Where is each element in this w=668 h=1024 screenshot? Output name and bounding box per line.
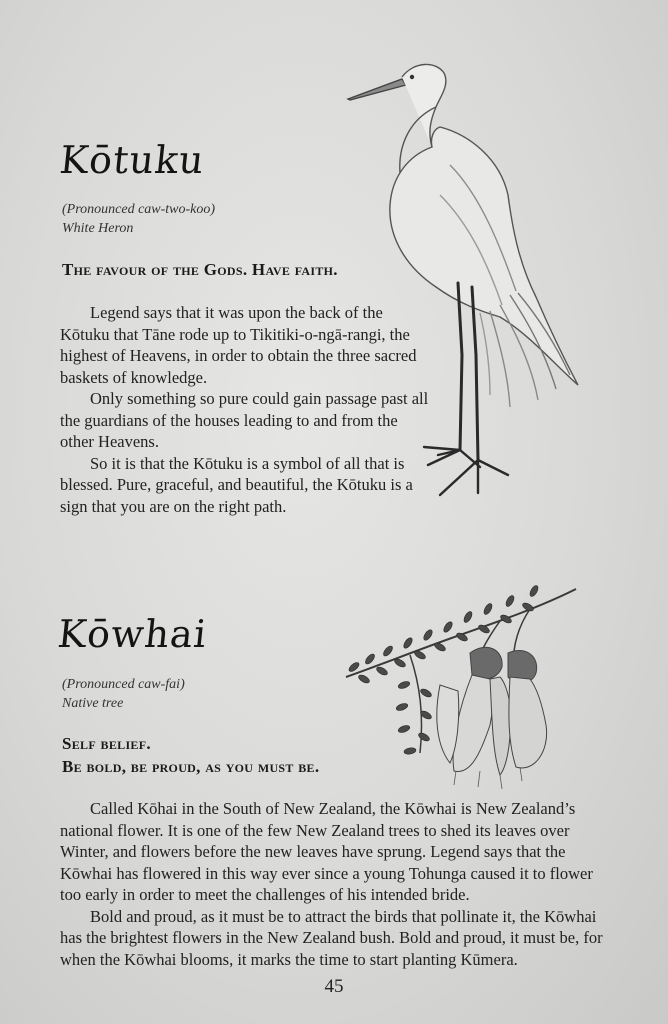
motto-line: Self belief. [62,734,151,753]
white-heron-illustration [340,55,590,510]
paragraph: So it is that the Kōtuku is a symbol of all that is blessed. Pure, graceful, and beautiful, the Kōtuku is a sign that you are on the right path. [60,453,413,516]
kowhai-flower-illustration [340,575,585,800]
motto-kotuku [62,258,338,281]
paragraph: Legend says that it was upon the back of the Kōtuku that Tāne rode up to Tikitiki-o-ngā-rangi, the highest of Heavens, in order to obtain the three sacred baskets of knowledge. [60,303,417,387]
body-text-kowhai [60,798,612,970]
meaning-kotuku: White Heron [62,221,134,236]
pronunciation-block-kowhai [62,675,185,713]
paragraph: Called Kōhai in the South of New Zealand, the Kōwhai is New Zealand’s national flower. It is one of the few New Zealand trees to shed its leaves over Winter, and flowers before the new leaves have sprung. Legend says that the Kōwhai has flowered in this way ever since a young Tohunga caused it to flower too early in order to meet the challenges of his intended bride. [60,799,593,904]
pronunciation-kowhai: (Pronounced caw-fai) [62,677,185,692]
motto-line: Be bold, be proud, as you must be. [62,757,320,776]
section-title-kowhai: Kōwhai [55,612,210,656]
pronunciation-block-kotuku [62,200,215,238]
meaning-kowhai: Native tree [62,696,124,711]
section-title-kotuku: Kōtuku [57,138,207,182]
page-number: 45 [324,976,344,997]
pronunciation-kotuku: (Pronounced caw-two-koo) [62,202,216,217]
paragraph: Bold and proud, as it must be to attract the birds that pollinate it, the Kōwhai has the brightest flowers in the New Zealand bush. Bold and proud, it must be, for when the Kōwhai blooms, it marks the time to start planting Kūmera. [60,906,603,969]
paragraph: Only something so pure could gain passage past all the guardians of the houses leading to and from the other Heavens. [60,389,429,451]
motto-kowhai [62,732,319,778]
motto-line: The favour of the Gods. Have faith. [62,260,338,279]
